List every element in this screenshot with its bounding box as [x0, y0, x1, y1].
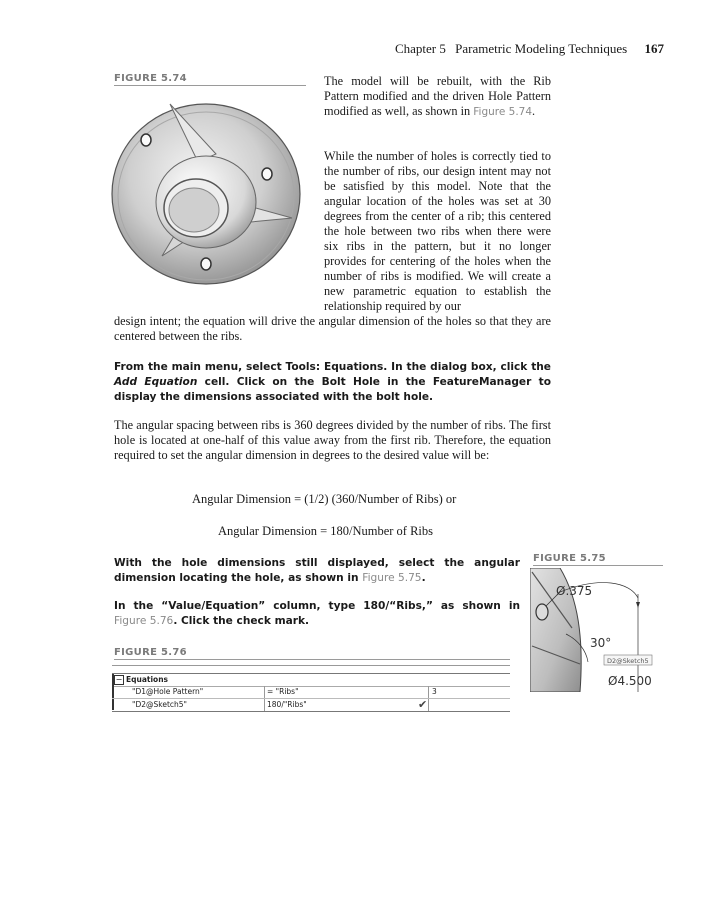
instruction-1: [114, 360, 551, 405]
row-2-name: "D2@Sketch5": [132, 700, 187, 709]
figure-575-image: [530, 568, 666, 692]
row-1-expression[interactable]: = "Ribs": [267, 687, 299, 696]
figure-576-reference: Figure 5.76: [114, 615, 174, 627]
col-divider: [428, 699, 429, 711]
table-top-border: [112, 665, 510, 672]
paragraph-2-text: While the number of holes is correctly tied to the number of ribs, our design intent may not be satisfied by this model. Note that the angular location of the holes was set at 30 degrees from the center of a rib; this centered the hole between two ribs when there were six ribs in the pattern, but it no longer provides for centering of the holes when the number of ribs is modified. We will create a new parametric equation to establish the relationship required by our: [324, 149, 551, 313]
row-2-expression[interactable]: 180/"Ribs": [267, 700, 307, 709]
instruction-2-end: .: [421, 572, 426, 584]
paragraph-3: [114, 418, 551, 463]
dim-arrow: [636, 602, 640, 608]
table-row[interactable]: [112, 699, 510, 712]
dim-375-label: Ø.375: [556, 584, 593, 598]
chapter-title: Parametric Modeling Techniques: [455, 41, 628, 56]
equations-table: [112, 665, 510, 711]
paragraph-3-text: The angular spacing between ribs is 360 degrees divided by the number of ribs. The first hole is located at one-half of this value away from the first rib. Therefore, the equation required to set the angular dimension in degrees to the desired value will be:: [114, 418, 551, 462]
col-divider: [428, 686, 429, 698]
bolt-hole-3: [201, 258, 211, 270]
instruction-3-end: . Click the check mark.: [173, 615, 310, 627]
instruction-1-part2: cell. Click on the Bolt Hole in the FeatureManager to display the dimensions associated with the bolt hole.: [114, 376, 551, 403]
paragraph-2: [324, 149, 551, 314]
paragraph-1-text: The model will be rebuilt, with the Rib Pattern modified and the driven Hole Pattern modified as well, as shown in: [324, 74, 551, 118]
figure-574-image: [110, 90, 310, 290]
page-number: 167: [644, 41, 664, 56]
figure-574-reference: Figure 5.74: [473, 106, 533, 118]
dim-30-label: 30°: [590, 636, 612, 650]
hole-575: [536, 604, 548, 620]
running-header: [395, 41, 664, 57]
figure-574-caption: FIGURE 5.74: [114, 73, 306, 86]
equation-2: Angular Dimension = 180/Number of Ribs: [218, 524, 434, 538]
paragraph-2-continuation-text: design intent; the equation will drive the angular dimension of the holes so that they are centered between the ribs.: [114, 314, 551, 343]
paragraph-2-continuation: [114, 314, 551, 344]
check-mark-icon[interactable]: ✔: [418, 698, 428, 711]
figure-576-caption: FIGURE 5.76: [114, 647, 510, 660]
sketch-tag-label: D2@Sketch5: [607, 657, 649, 665]
instruction-1-part1: From the main menu, select Tools: Equations. In the dialog box, click the: [114, 361, 551, 373]
row-1-value: 3: [432, 687, 437, 696]
table-group-row[interactable]: [112, 673, 510, 687]
instruction-2: [114, 556, 520, 586]
instruction-3-text: In the “Value/Equation” column, type 180/“Ribs,” as shown in: [114, 600, 520, 612]
chapter-label: Chapter 5: [394, 41, 446, 56]
col-divider: [264, 686, 265, 698]
bolt-hole-2: [262, 168, 272, 180]
dim-4500-label: Ø4.500: [608, 674, 652, 688]
instruction-2-text: With the hole dimensions still displayed, select the angular dimension locating the hole, as shown in: [114, 557, 520, 584]
figure-575-reference: Figure 5.75: [362, 572, 422, 584]
col-divider: [264, 699, 265, 711]
table-row[interactable]: [112, 686, 510, 699]
group-label: Equations: [126, 675, 169, 684]
paragraph-1-end: .: [532, 104, 536, 118]
bolt-hole-1: [141, 134, 151, 146]
figure-575-caption: FIGURE 5.75: [533, 553, 663, 566]
instruction-3: [114, 599, 520, 629]
paragraph-1: [324, 74, 551, 120]
instruction-1-italic: Add Equation: [114, 376, 198, 388]
boss-bore-inner: [169, 188, 219, 232]
collapse-toggle[interactable]: −: [115, 675, 123, 684]
row-1-name: "D1@Hole Pattern": [132, 687, 204, 696]
equation-1: Angular Dimension = (1/2) (360/Number of Ribs) or: [192, 492, 457, 506]
